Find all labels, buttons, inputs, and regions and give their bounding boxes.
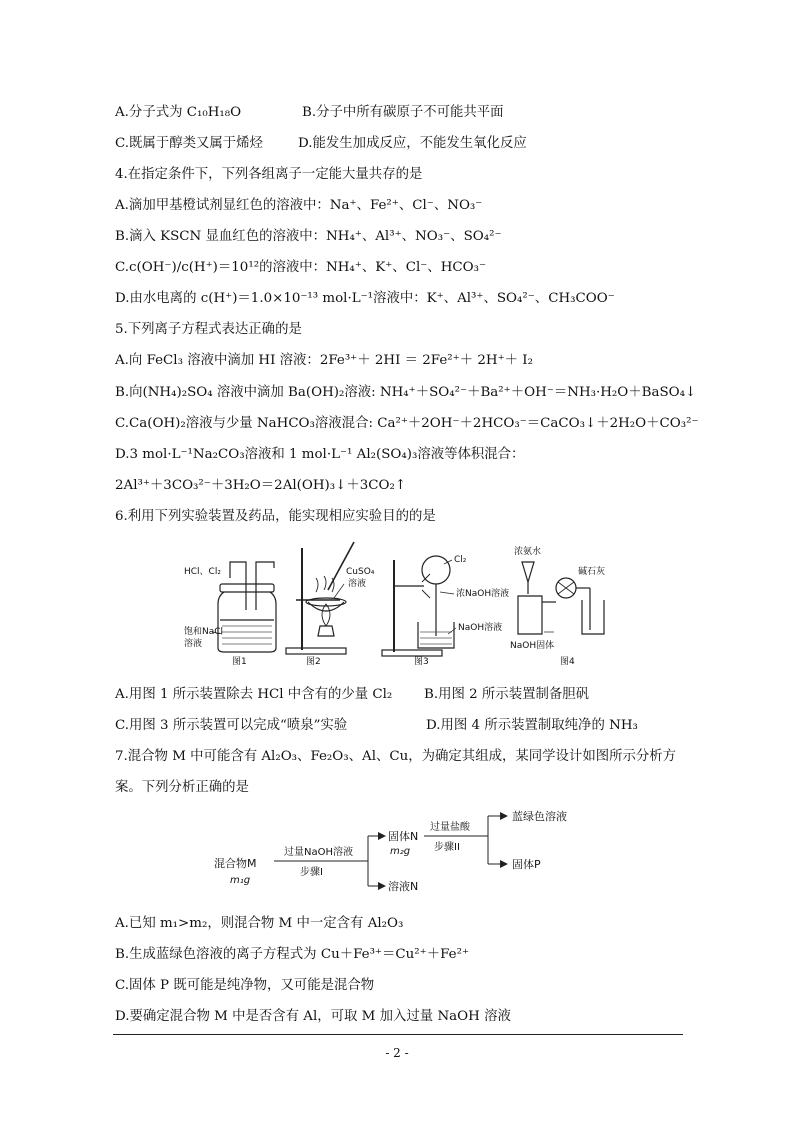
fig1-solution-label-2: 溶液 <box>184 639 203 649</box>
q6-option-c: C.用图 3 所示装置可以完成“喷泉”实验 <box>115 718 348 733</box>
q7-option-c: C.固体 P 既可能是纯净物，又可能是混合物 <box>115 978 375 993</box>
q4-option-c: C.c(OH⁻)/c(H⁺)＝10¹²的溶液中：NH₄⁺、K⁺、Cl⁻、HCO₃⁻ <box>115 260 487 275</box>
analysis-flowchart <box>212 806 592 906</box>
flow-m1: m₁g <box>230 875 251 886</box>
flow-solid-p: 固体P <box>512 858 541 871</box>
q5-option-d: D.3 mol·L⁻¹Na₂CO₃溶液和 1 mol·L⁻¹ Al₂(SO₄)₃溶液等体积混合： <box>115 447 525 462</box>
q5-option-b: B.向(NH₄)₂SO₄ 溶液中滴加 Ba(OH)₂溶液: NH₄⁺＋SO₄²⁻＋Ba²⁺＋OH⁻＝NH₃·H₂O＋BaSO₄↓ <box>115 385 697 400</box>
fig2-caption: 图2 <box>306 657 321 667</box>
q7-stem-line-1: 7.混合物 M 中可能含有 Al₂O₃、Fe₂O₃、Al、Cu，为确定其组成，某同学设计如图所示分析方 <box>115 749 677 764</box>
figure-2-evaporation <box>286 542 375 667</box>
fig4-caption: 图4 <box>560 657 575 667</box>
q5-option-a: A.向 FeCl₃ 溶液中滴加 HI 溶液：2Fe³⁺＋ 2HI ＝ 2Fe²⁺＋ 2H⁺＋ I₂ <box>115 353 533 368</box>
q5-stem: 5.下列离子方程式表达正确的是 <box>115 322 302 337</box>
figure-4-ammonia <box>510 545 605 667</box>
fig2-solution-label-2: 溶液 <box>348 579 367 589</box>
flow-solution-n: 溶液N <box>388 880 419 893</box>
fig4-solid-label: NaOH固体 <box>510 641 555 651</box>
fig4-ammonia-label: 浓氨水 <box>514 547 542 557</box>
q4-option-a: A.滴加甲基橙试剂显红色的溶液中：Na⁺、Fe²⁺、Cl⁻、NO₃⁻ <box>115 198 483 213</box>
q6-stem: 6.利用下列实验装置及药品，能实现相应实验目的的是 <box>115 509 436 524</box>
flow-step-1: 步骤I <box>300 867 323 878</box>
fig4-lime-label: 碱石灰 <box>578 567 606 577</box>
footer-divider <box>113 1034 683 1035</box>
q3-option-d: D.能发生加成反应，不能发生氧化反应 <box>298 136 527 151</box>
fig3-caption: 图3 <box>414 657 429 667</box>
fig3-naoh-conc-label: 浓NaOH溶液 <box>456 589 510 599</box>
flow-m2: m₂g <box>390 846 411 857</box>
flow-reagent-2: 过量盐酸 <box>430 822 470 833</box>
fig3-naoh-label: NaOH溶液 <box>458 623 503 633</box>
fig2-solution-label-1: CuSO₄ <box>346 567 375 577</box>
q6-option-d: D.用图 4 所示装置制取纯净的 NH₃ <box>426 718 638 733</box>
flow-reagent-1: 过量NaOH溶液 <box>284 847 353 858</box>
q7-stem-line-2: 案。下列分析正确的是 <box>115 780 249 795</box>
q5-option-c: C.Ca(OH)₂溶液与少量 NaHCO₃溶液混合: Ca²⁺＋2OH⁻＋2HCO₃⁻＝CaCO₃↓＋2H₂O＋CO₃²⁻ <box>115 416 699 431</box>
figure-3-fountain <box>382 555 509 667</box>
q3-option-c: C.既属于醇类又属于烯烃 <box>115 136 263 151</box>
apparatus-figure <box>178 540 618 670</box>
flow-solid-n: 固体N <box>388 830 419 843</box>
q4-option-b: B.滴入 KSCN 显血红色的溶液中：NH₄⁺、Al³⁺、NO₃⁻、SO₄²⁻ <box>115 229 502 244</box>
q3-option-b: B.分子中所有碳原子不可能共平面 <box>302 105 504 120</box>
fig1-gas-label: HCl、Cl₂ <box>184 567 221 577</box>
q7-option-d: D.要确定混合物 M 中是否含有 Al，可取 M 加入过量 NaOH 溶液 <box>115 1009 511 1024</box>
fig3-gas-label: Cl₂ <box>454 555 467 565</box>
page-number: - 2 - <box>385 1046 409 1060</box>
q4-option-d: D.由水电离的 c(H⁺)＝1.0×10⁻¹³ mol·L⁻¹溶液中：K⁺、Al³⁺、SO₄²⁻、CH₃COO⁻ <box>115 291 615 306</box>
flow-mixture-m: 混合物M <box>214 857 257 870</box>
q5-option-d-equation: 2Al³⁺＋3CO₃²⁻＋3H₂O＝2Al(OH)₃↓＋3CO₂↑ <box>115 478 407 493</box>
flow-step-2: 步骤II <box>434 842 460 853</box>
q6-option-b: B.用图 2 所示装置制备胆矾 <box>424 687 590 702</box>
q7-option-b: B.生成蓝绿色溶液的离子方程式为 Cu＋Fe³⁺＝Cu²⁺＋Fe²⁺ <box>115 947 470 962</box>
q6-option-a: A.用图 1 所示装置除去 HCl 中含有的少量 Cl₂ <box>115 687 393 702</box>
fig1-caption: 图1 <box>232 657 247 667</box>
flow-blue-green-solution: 蓝绿色溶液 <box>512 810 567 823</box>
q4-stem: 4.在指定条件下，下列各组离子一定能大量共存的是 <box>115 167 423 182</box>
figure-1-gas-washing-bottle <box>184 562 276 667</box>
q3-option-a: A.分子式为 C₁₀H₁₈O <box>115 105 242 120</box>
fig1-solution-label-1: 饱和NaCl <box>184 627 224 637</box>
q7-option-a: A.已知 m₁>m₂，则混合物 M 中一定含有 Al₂O₃ <box>115 916 404 931</box>
